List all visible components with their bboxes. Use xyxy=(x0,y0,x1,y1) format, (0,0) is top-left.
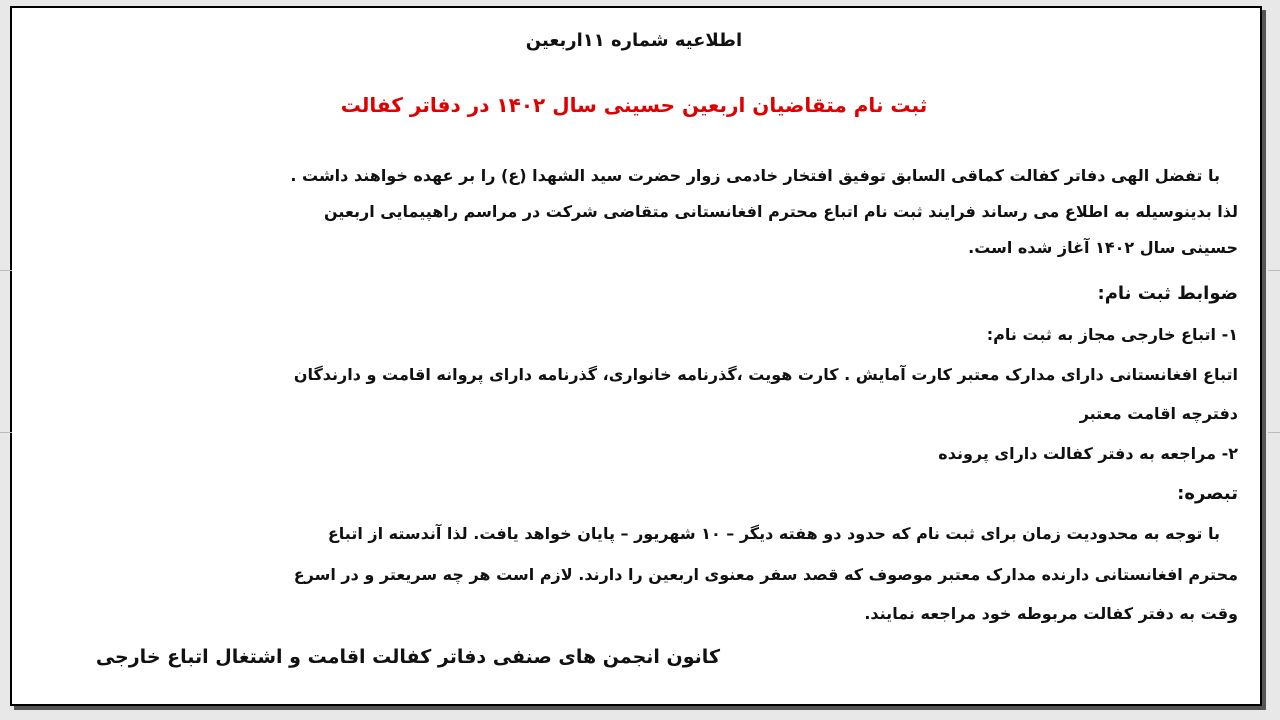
rules-title: ضوابط ثبت نام: xyxy=(1097,283,1238,304)
left-divider-tick-2 xyxy=(0,432,12,433)
note-line-2: محترم افغانستانی دارنده مدارک معتبر موصوف که قصد سفر معنوی اربعین را دارند. لازم است هر چه سریعتر و در اسرع xyxy=(293,565,1238,584)
rule2: ۲- مراجعه به دفتر کفالت دارای پرونده xyxy=(938,444,1238,463)
notice-heading: اطلاعیه شماره ۱۱اربعین xyxy=(525,30,743,51)
rule1-title: ۱- اتباع خارجی مجاز به ثبت نام: xyxy=(986,325,1238,344)
notice-document xyxy=(12,8,1260,704)
right-divider-tick-2 xyxy=(1268,432,1280,433)
intro-line-3: حسینی سال ۱۴۰۲ آغاز شده است. xyxy=(968,238,1238,257)
notice-page xyxy=(10,6,1262,706)
right-divider-tick-1 xyxy=(1268,270,1280,271)
notice-subtitle: ثبت نام متقاضیان اربعین حسینی سال ۱۴۰۲ در دفاتر کفالت xyxy=(340,93,928,117)
intro-line-1: با تفضل الهی دفاتر کفالت کماقی السابق توفیق افتخار خادمی زوار حضرت سید الشهدا (ع) را بر عهده خواهند داشت . xyxy=(290,166,1220,185)
intro-line-2: لذا بدینوسیله به اطلاع می رساند فرایند ثبت نام اتباع محترم افغانستانی متقاضی شرکت در مراسم راهپیمایی اربعین xyxy=(324,202,1238,221)
signature: کانون انجمن های صنفی دفاتر کفالت اقامت و اشتغال اتباع خارجی xyxy=(95,646,720,668)
left-divider-tick-1 xyxy=(0,270,12,271)
rule1-line-1: اتباع افغانستانی دارای مدارک معتبر کارت آمایش . کارت هویت ،گذرنامه خانواری، گذرنامه دارای پروانه اقامت و دارندگان xyxy=(293,365,1238,384)
note-title: تبصره: xyxy=(1177,483,1238,504)
rule1-line-2: دفترچه اقامت معتبر xyxy=(1079,404,1238,423)
note-line-3: وقت به دفتر کفالت مربوطه خود مراجعه نمایند. xyxy=(864,604,1238,623)
note-line-1: با توجه به محدودیت زمان برای ثبت نام که حدود دو هفته دیگر – ۱۰ شهریور – پایان خواهد یافت. لذا آندسته از اتباع xyxy=(327,524,1220,543)
